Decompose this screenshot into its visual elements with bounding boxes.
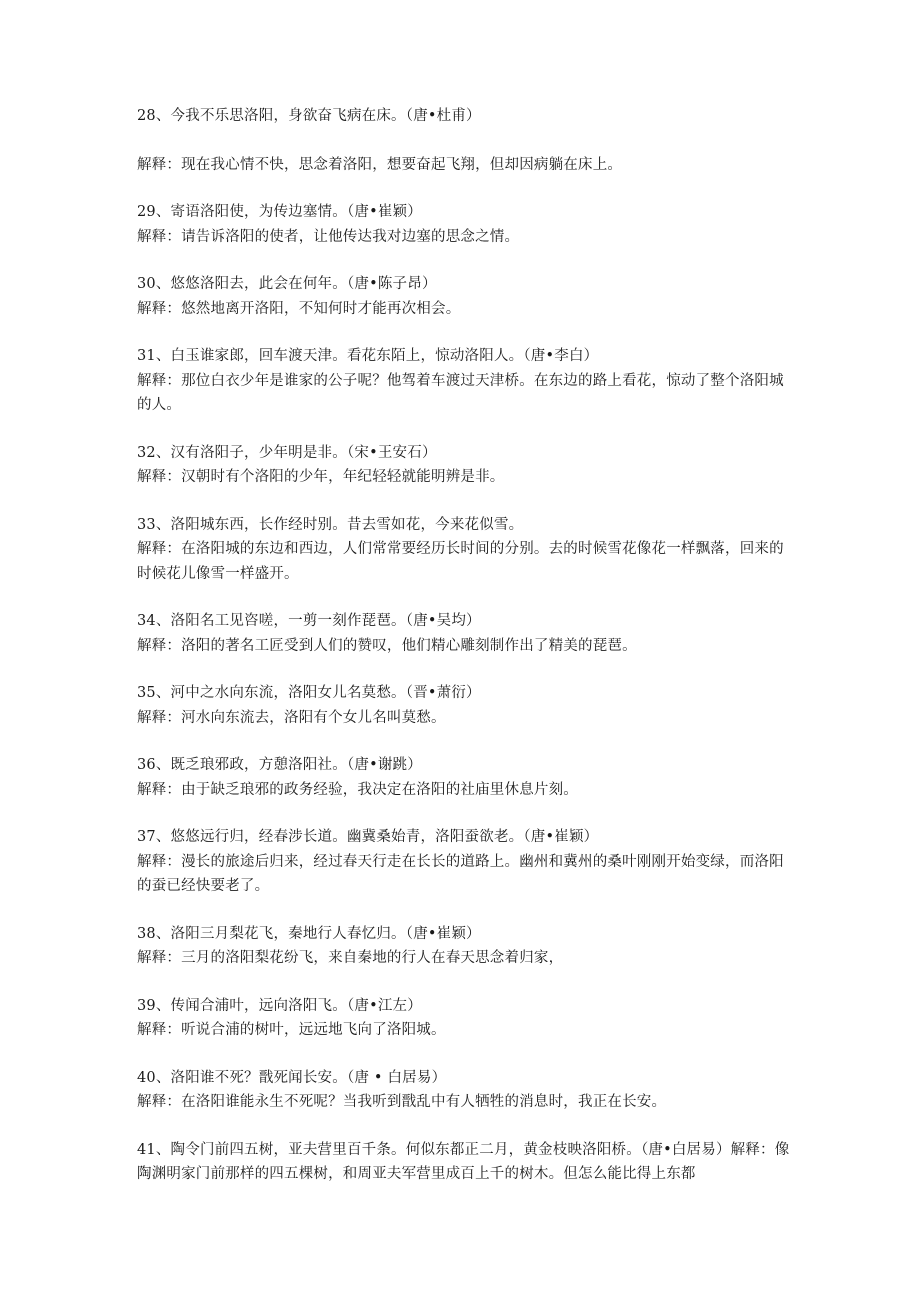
poem-line: 37、悠悠远行归，经春涉长道。幽冀桑始青，洛阳蚕欲老。（唐•崔颖）	[137, 829, 599, 845]
document-page	[137, 104, 797, 1187]
entry-32	[137, 441, 797, 490]
entry-37	[137, 825, 797, 899]
explanation-line: 解释：漫长的旅途后归来，经过春天行走在长长的道路上。幽州和冀州的桑叶刚刚开始变绿，而洛阳的蚕已经快要老了。	[137, 853, 784, 894]
explanation-line: 解释：河水向东流去，洛阳有个女儿名叫莫愁。	[137, 709, 446, 726]
poem-line: 40、洛阳谁不死？戬死闻长安。（唐 • 白居易）	[137, 1069, 447, 1086]
poem-line: 38、洛阳三月梨花飞，秦地行人春忆归。（唐•崔颖）	[137, 925, 481, 942]
poem-line: 35、河中之水向东流，洛阳女儿名莫愁。（晋•萧衍）	[137, 685, 481, 701]
explanation-line: 解释：那位白衣少年是谁家的公子呢？他驾着车渡过天津桥。在东边的路上看花，惊动了整个洛阳城的人。	[137, 372, 784, 413]
entry-35	[137, 681, 797, 730]
poem-line: 41、陶令门前四五树，亚夫营里百千条。何似东都正二月，黄金枝映洛阳桥。（唐•白居易）解释：像陶渊明家门前那样的四五棵树，和周亚夫军营里成百上千的树木。但怎么能比得上东都	[137, 1141, 790, 1182]
entry-40	[137, 1066, 797, 1115]
explanation-line: 解释：三月的洛阳梨花纷飞，来自秦地的行人在春天思念着归家，	[137, 950, 564, 966]
explanation-line: 解释：在洛阳谁能永生不死呢？当我听到戬乱中有人牺牲的消息时，我正在长安。	[137, 1094, 667, 1110]
explanation-line: 解释：汉朝时有个洛阳的少年，年纪轻轻就能明辨是非。	[137, 469, 505, 485]
entry-30	[137, 272, 797, 321]
explanation-line: 解释：洛阳的著名工匠受到人们的赞叹，他们精心雕刻制作出了精美的琵琶。	[137, 637, 637, 654]
poem-line: 39、传闻合浦叶，远向洛阳飞。（唐•江左）	[137, 997, 422, 1014]
poem-line: 33、洛阳城东西，长作经时别。昔去雪如花，今来花似雪。	[137, 516, 524, 533]
entry-33	[137, 513, 797, 587]
explanation-line: 解释：在洛阳城的东边和西边，人们常常要经历长时间的分别。去的时候雪花像花一样飘落，回来的时候花儿像雪一样盛开。	[137, 541, 784, 582]
explanation-line: 解释：现在我心情不快，思念着洛阳，想要奋起飞翔，但却因病躺在床上。	[137, 156, 623, 173]
entry-39	[137, 994, 797, 1043]
poem-line: 36、既乏琅邪政，方憩洛阳社。（唐•谢跳）	[137, 757, 422, 773]
poem-line: 34、洛阳名工见咨嗟，一剪一刻作琵琶。（唐•吴均）	[137, 613, 481, 629]
explanation-line: 解释：请告诉洛阳的使者，让他传达我对边塞的思念之情。	[137, 228, 520, 245]
poem-line: 30、悠悠洛阳去，此会在何年。（唐•陈子昂）	[137, 276, 437, 292]
entry-29	[137, 200, 797, 249]
poem-line: 28、今我不乐思洛阳，身欲奋飞病在床。（唐•杜甫）	[137, 108, 481, 124]
explanation-line: 解释：听说合浦的树叶，远远地飞向了洛阳城。	[137, 1022, 446, 1038]
entry-31	[137, 344, 797, 418]
explanation-line: 解释：悠然地离开洛阳，不知何时才能再次相会。	[137, 300, 461, 317]
entry-38	[137, 922, 797, 971]
entry-41	[137, 1138, 797, 1187]
entry-36	[137, 753, 797, 802]
explanation-line: 解释：由于缺乏琅邪的政务经验，我决定在洛阳的社庙里休息片刻。	[137, 781, 578, 798]
entry-28	[137, 104, 797, 177]
poem-line: 32、汉有洛阳子，少年明是非。（宋•王安石）	[137, 444, 437, 461]
entry-34	[137, 609, 797, 658]
poem-line: 29、寄语洛阳使，为传边塞情。（唐•崔颖）	[137, 204, 422, 220]
poem-line: 31、白玉谁家郎，回车渡天津。看花东陌上，惊动洛阳人。（唐•李白）	[137, 348, 599, 364]
